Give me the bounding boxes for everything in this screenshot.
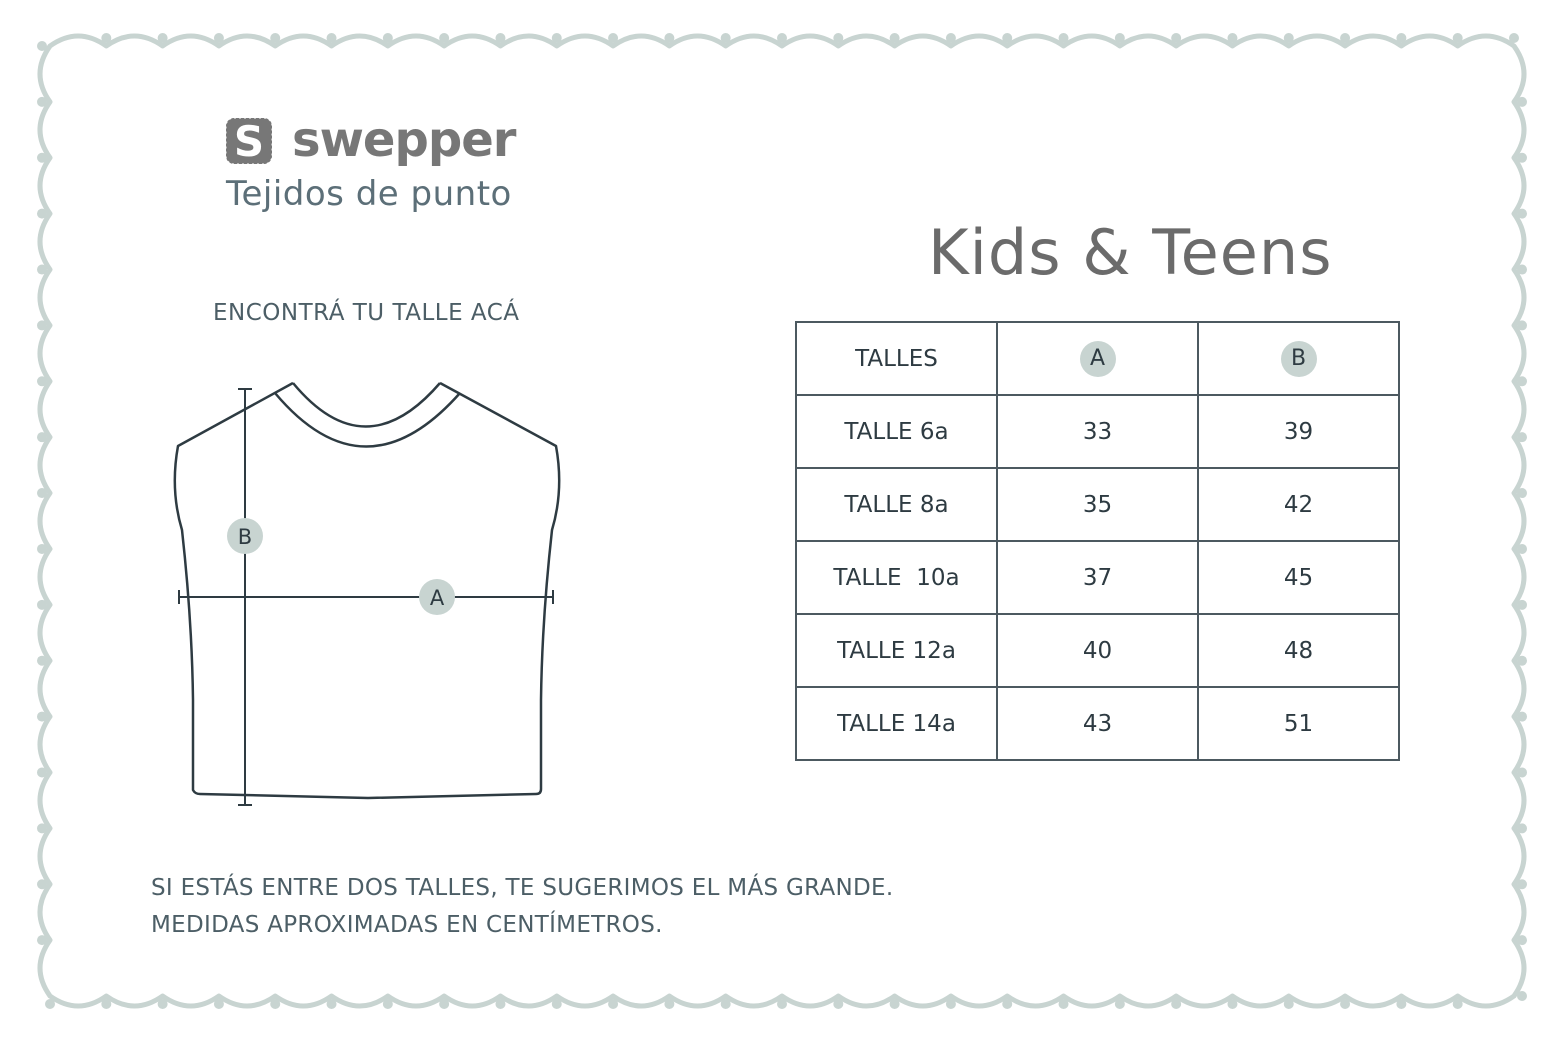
- border-dot: [37, 600, 47, 610]
- border-dot: [1517, 991, 1527, 1001]
- border-dot: [37, 712, 47, 722]
- badge-b-label: B: [237, 525, 253, 549]
- table-row: [796, 468, 1399, 541]
- value-a-cell: 37: [997, 541, 1198, 614]
- value-b-cell: 39: [1198, 395, 1399, 468]
- header-cell-talles: TALLES: [796, 322, 997, 395]
- border-dot: [270, 33, 280, 43]
- value-a-cell: 43: [997, 687, 1198, 760]
- border-dot: [608, 999, 618, 1009]
- note-line-size-advice: SI ESTÁS ENTRE DOS TALLES, TE SUGERIMOS EL MÁS GRANDE.: [151, 875, 894, 901]
- value-a-cell: 40: [997, 614, 1198, 687]
- border-dot: [37, 767, 47, 777]
- find-size-label: ENCONTRÁ TU TALLE ACÁ: [213, 300, 520, 326]
- border-dot: [664, 999, 674, 1009]
- note-line-measurements: MEDIDAS APROXIMADAS EN CENTÍMETROS.: [151, 912, 663, 938]
- border-dot: [495, 33, 505, 43]
- border-dot: [1284, 999, 1294, 1009]
- page-title: Kids & Teens: [928, 216, 1333, 289]
- border-dot: [1171, 999, 1181, 1009]
- border-dot: [37, 153, 47, 163]
- badge-a-label: A: [429, 586, 445, 610]
- border-dot: [37, 879, 47, 889]
- neckline-outer: [293, 383, 440, 427]
- size-cell: TALLE 14a: [796, 687, 997, 760]
- border-dot: [327, 33, 337, 43]
- header-cell-b: [1198, 322, 1399, 395]
- logo-s-icon: [224, 116, 276, 168]
- border-dot: [1517, 656, 1527, 666]
- border-dot: [721, 33, 731, 43]
- logo-letter: S: [233, 117, 265, 166]
- border-dot: [37, 320, 47, 330]
- brand-tagline: Tejidos de punto: [226, 174, 512, 214]
- table-header-row: [796, 322, 1399, 395]
- value-b-cell: 51: [1198, 687, 1399, 760]
- border-dot: [1453, 999, 1463, 1009]
- value-a-cell: 35: [997, 468, 1198, 541]
- border-dot: [37, 544, 47, 554]
- border-dot: [158, 33, 168, 43]
- border-dot: [777, 999, 787, 1009]
- border-dot: [1517, 823, 1527, 833]
- border-dot: [1517, 376, 1527, 386]
- border-dot: [1517, 265, 1527, 275]
- border-dot: [1517, 320, 1527, 330]
- border-dot: [383, 999, 393, 1009]
- border-dot: [158, 999, 168, 1009]
- table-row: [796, 395, 1399, 468]
- table-row: [796, 687, 1399, 760]
- border-dot: [946, 999, 956, 1009]
- border-dot: [552, 999, 562, 1009]
- garment-diagram: [160, 370, 580, 820]
- border-dot: [1517, 544, 1527, 554]
- border-dot: [664, 33, 674, 43]
- border-dot: [890, 33, 900, 43]
- border-dot: [1171, 33, 1181, 43]
- border-dot: [1517, 767, 1527, 777]
- value-b-cell: 45: [1198, 541, 1399, 614]
- border-dot: [101, 33, 111, 43]
- border-dot: [37, 265, 47, 275]
- size-table: [795, 321, 1400, 761]
- border-dot: [1517, 935, 1527, 945]
- border-dot: [1340, 33, 1350, 43]
- border-dot: [1453, 33, 1463, 43]
- border-dot: [890, 999, 900, 1009]
- border-dot: [833, 999, 843, 1009]
- border-dot: [1340, 999, 1350, 1009]
- border-dot: [37, 209, 47, 219]
- size-cell: TALLE 8a: [796, 468, 997, 541]
- header-cell-a: [997, 322, 1198, 395]
- value-a-cell: 33: [997, 395, 1198, 468]
- border-dot: [1396, 33, 1406, 43]
- border-dot: [270, 999, 280, 1009]
- border-dot: [37, 935, 47, 945]
- border-dot: [37, 432, 47, 442]
- border-dot: [383, 33, 393, 43]
- border-dot: [1227, 33, 1237, 43]
- border-dot: [1517, 600, 1527, 610]
- border-dot: [37, 488, 47, 498]
- value-b-cell: 42: [1198, 468, 1399, 541]
- border-dot: [439, 33, 449, 43]
- border-dot: [37, 41, 47, 51]
- border-dot: [1517, 432, 1527, 442]
- border-dot: [439, 999, 449, 1009]
- border-dot: [1517, 153, 1527, 163]
- border-dot: [495, 999, 505, 1009]
- border-dot: [1059, 999, 1069, 1009]
- header-badge-b: B: [1281, 341, 1317, 377]
- border-dot: [101, 999, 111, 1009]
- border-dot: [1517, 879, 1527, 889]
- border-dot: [37, 376, 47, 386]
- footer-notes: [151, 870, 893, 944]
- size-cell: TALLE 10a: [796, 541, 997, 614]
- border-dot: [1002, 33, 1012, 43]
- border-dot: [552, 33, 562, 43]
- table-row: [796, 614, 1399, 687]
- brand-logo: [222, 112, 522, 222]
- border-dot: [214, 33, 224, 43]
- border-dot: [946, 33, 956, 43]
- border-dot: [327, 999, 337, 1009]
- border-dot: [721, 999, 731, 1009]
- size-cell: TALLE 12a: [796, 614, 997, 687]
- border-dot: [608, 33, 618, 43]
- border-dot: [1002, 999, 1012, 1009]
- value-b-cell: 48: [1198, 614, 1399, 687]
- border-dot: [1115, 33, 1125, 43]
- brand-name: swepper: [292, 112, 516, 168]
- neckline-inner: [275, 393, 460, 447]
- border-dot: [777, 33, 787, 43]
- header-badge-a: A: [1080, 341, 1116, 377]
- border-dot: [214, 999, 224, 1009]
- border-dot: [37, 823, 47, 833]
- border-dot: [1284, 33, 1294, 43]
- border-dot: [1115, 999, 1125, 1009]
- border-dot: [1509, 33, 1519, 43]
- border-dot: [833, 33, 843, 43]
- border-dot: [1227, 999, 1237, 1009]
- border-dot: [1517, 488, 1527, 498]
- size-cell: TALLE 6a: [796, 395, 997, 468]
- table-row: [796, 541, 1399, 614]
- border-dot: [1517, 97, 1527, 107]
- border-dot: [37, 97, 47, 107]
- border-dot: [1396, 999, 1406, 1009]
- border-dot: [45, 999, 55, 1009]
- border-dot: [1517, 712, 1527, 722]
- border-dot: [37, 656, 47, 666]
- border-dot: [1059, 33, 1069, 43]
- border-dot: [1517, 209, 1527, 219]
